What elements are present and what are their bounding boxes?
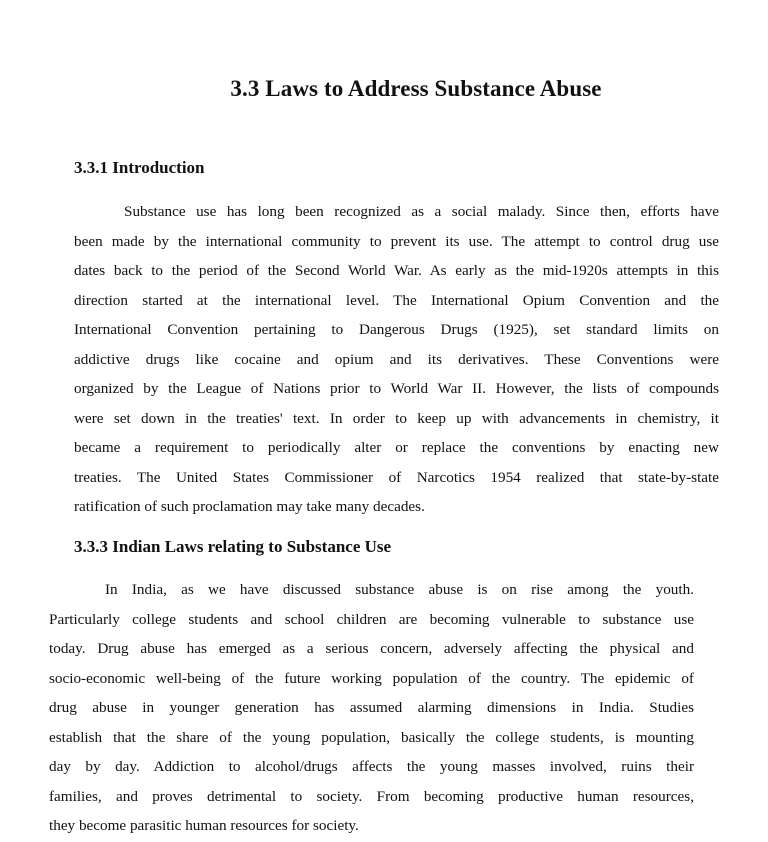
paragraph-line: they become parasitic human resources for society.	[49, 817, 359, 834]
paragraph-line: families, and proves detrimental to society. From becoming productive human resources,	[49, 787, 694, 805]
paragraph-line: today. Drug abuse has emerged as a serious concern, adversely affecting the physical and	[49, 640, 694, 657]
section-heading-indian-laws: 3.3.3 Indian Laws relating to Substance Use	[74, 537, 392, 556]
section-heading-introduction: 3.3.1 Introduction	[74, 158, 205, 177]
paragraph-line: Substance use has long been recognized as a social malady. Since then, efforts have	[124, 203, 719, 220]
paragraph-line: organized by the League of Nations prior to World War II. However, the lists of compounds	[74, 380, 719, 397]
paragraph-line: direction started at the international level. The International Opium Convention and the	[74, 291, 719, 309]
paragraph-line: day by day. Addiction to alcohol/drugs affects the young masses involved, ruins their	[49, 758, 694, 775]
paragraph-line: became a requirement to periodically alter or replace the conventions by enacting new	[74, 439, 719, 456]
paragraph-line: addictive drugs like cocaine and opium and its derivatives. These Conventions were	[74, 350, 719, 368]
paragraph-line: treaties. The United States Commissioner of Narcotics 1954 realized that state-by-state	[74, 468, 719, 486]
paragraph-line: International Convention pertaining to Dangerous Drugs (1925), set standard limits on	[74, 321, 719, 338]
paragraph-line: Particularly college students and school children are becoming vulnerable to substance use	[49, 610, 694, 628]
paragraph-line: been made by the international community to prevent its use. The attempt to control drug use	[74, 232, 719, 250]
indian-laws-paragraph	[49, 575, 694, 841]
paragraph-line: dates back to the period of the Second World War. As early as the mid-1920s attempts in this	[74, 262, 719, 279]
paragraph-line: In India, as we have discussed substance abuse is on rise among the youth.	[105, 581, 694, 598]
paragraph-line: establish that the share of the young population, basically the college students, is mounting	[49, 728, 694, 746]
paragraph-line: drug abuse in younger generation has assumed alarming dimensions in India. Studies	[49, 699, 694, 716]
paragraph-line: socio-economic well-being of the future working population of the country. The epidemic of	[49, 669, 694, 687]
introduction-paragraph	[74, 197, 719, 522]
paragraph-line: were set down in the treaties' text. In order to keep up with advancements in chemistry, it	[74, 409, 719, 427]
page-title: 3.3 Laws to Address Substance Abuse	[230, 76, 602, 101]
paragraph-line: ratification of such proclamation may take many decades.	[74, 498, 425, 515]
